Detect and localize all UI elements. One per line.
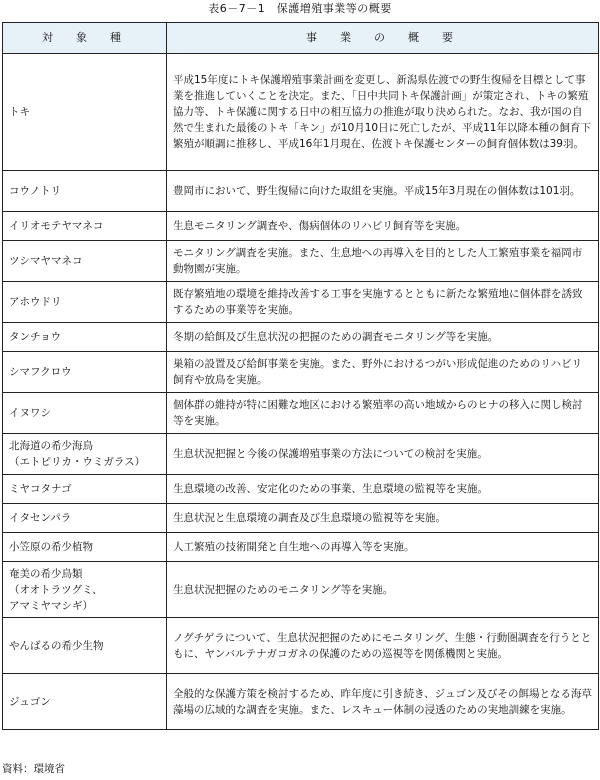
species-name: ミヤコタナゴ (3, 475, 167, 504)
species-name: やんばるの希少生物 (3, 618, 167, 674)
header-project: 事 業 の 概 要 (167, 23, 599, 54)
species-name: イリオモテヤマネコ (3, 212, 167, 241)
table-row (3, 618, 599, 674)
species-table (2, 22, 599, 730)
species-name: 奄美の希少鳥類 （オオトラツグミ、 アマミヤマシギ） (3, 562, 167, 618)
species-name: 小笠原の希少植物 (3, 533, 167, 562)
species-name: ツシマヤマネコ (3, 241, 167, 282)
project-description: ノグチゲラについて、生息状況把握のためにモニタリング、生態・行動圏調査を行うとともに、ヤンバルテナガコガネの保護のための巡視等を関係機関と実施。 (167, 618, 599, 674)
species-name: ジュゴン (3, 674, 167, 730)
table-row (3, 434, 599, 475)
project-description: 生息モニタリング調査や、傷病個体のリハビリ飼育等を実施。 (167, 212, 599, 241)
header-species: 対 象 種 (3, 23, 167, 54)
table-row (3, 282, 599, 323)
table-title: 表6－7－1 保護増殖事業等の概要 (208, 2, 392, 15)
source-note: 資料：環境省 (2, 763, 65, 775)
species-name: タンチョウ (3, 323, 167, 352)
species-name: アホウドリ (3, 282, 167, 323)
project-description: 豊岡市において、野生復帰に向けた取組を実施。平成15年3月現在の個体数は101羽。 (167, 171, 599, 212)
table-row (3, 54, 599, 171)
project-description: 巣箱の設置及び給餌事業を実施。また、野外におけるつがい形成促進のためのリハビリ飼育や放鳥を実施。 (167, 352, 599, 393)
project-description: 個体群の維持が特に困難な地区における繁殖率の高い地域からのヒナの移入に関し検討等を実施。 (167, 393, 599, 434)
table-row (3, 475, 599, 504)
header-row (3, 23, 599, 54)
table-row (3, 504, 599, 533)
project-description: 生息状況と生息環境の調査及び生息環境の監視等を実施。 (167, 504, 599, 533)
table-row (3, 241, 599, 282)
species-name: イタセンパラ (3, 504, 167, 533)
table-row (3, 533, 599, 562)
project-description: 既存繁殖地の環境を維持改善する工事を実施するとともに新たな繁殖地に個体群を誘致するための事業等を実施。 (167, 282, 599, 323)
project-description: 平成15年度にトキ保護増殖事業計画を変更し、新潟県佐渡での野生復帰を目標として事業を推進していくことを決定。また、「日中共同トキ保護計画」が策定され、トキの繁殖協力等、トキ保護に関する日中の相互協力の推進が取り決められた。なお、我が国の自然で生まれた最後のトキ「キン」が10月10日に死亡したが、平成11年以降本種の飼育下繁殖が順調に推移し、平成16年1月現在、佐渡トキ保護センターの飼育個体数は39羽。 (167, 54, 599, 171)
species-name: イヌワシ (3, 393, 167, 434)
table-row (3, 393, 599, 434)
species-name: 北海道の希少海鳥 （エトピリカ・ウミガラス） (3, 434, 167, 475)
species-name: コウノトリ (3, 171, 167, 212)
species-name: トキ (3, 54, 167, 171)
table-row (3, 562, 599, 618)
table-row (3, 212, 599, 241)
project-description: 生息環境の改善、安定化のための事業、生息環境の監視等を実施。 (167, 475, 599, 504)
table-row (3, 674, 599, 730)
table-row (3, 323, 599, 352)
project-description: 人工繁殖の技術開発と自生地への再導入等を実施。 (167, 533, 599, 562)
table-row (3, 171, 599, 212)
species-name: シマフクロウ (3, 352, 167, 393)
project-description: 冬期の給餌及び生息状況の把握のための調査モニタリング等を実施。 (167, 323, 599, 352)
table-row (3, 352, 599, 393)
project-description: 生息状況把握のためのモニタリング等を実施。 (167, 562, 599, 618)
project-description: モニタリング調査を実施。また、生息地への再導入を目的とした人工繁殖事業を福岡市動物園が実施。 (167, 241, 599, 282)
project-description: 生息状況把握と今後の保護増殖事業の方法についての検討を実施。 (167, 434, 599, 475)
project-description: 全般的な保護方策を検討するため、昨年度に引き続き、ジュゴン及びその餌場となる海草藻場の広域的な調査を実施。また、レスキュー体制の浸透のための実地訓練を実施。 (167, 674, 599, 730)
